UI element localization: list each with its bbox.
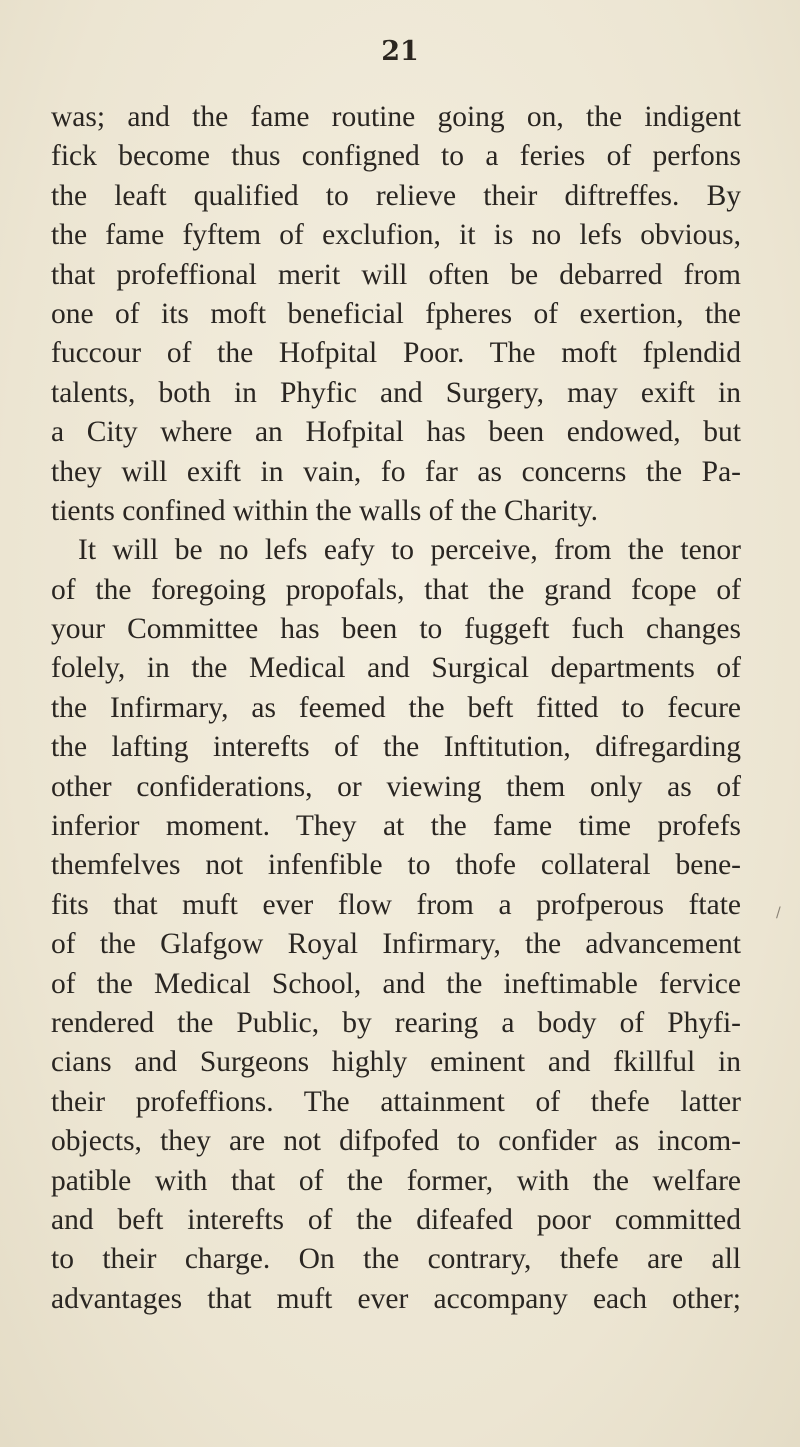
text-line: of the Medical School, and the ineftimable fervice <box>51 967 741 1000</box>
text-line: your Committee has been to fuggeft fuch changes <box>51 613 741 646</box>
text-line: they will exift in vain, fo far as concerns the Pa- <box>51 455 741 488</box>
text-line: of the Glafgow Royal Infirmary, the advancement <box>51 928 741 961</box>
text-line: their profeffions. The attainment of thefe latter <box>51 1085 741 1118</box>
margin-mark: / <box>776 905 781 921</box>
text-line: a City where an Hofpital has been endowed, but <box>51 416 741 449</box>
text-line: the lafting interefts of the Inftitution, difregarding <box>51 731 741 764</box>
text-line: the leaft qualified to relieve their diftreffes. By <box>51 179 741 212</box>
page-number: 21 <box>381 36 419 67</box>
text-line: It will be no lefs eafy to perceive, from the tenor <box>78 534 741 567</box>
text-line: inferior moment. They at the fame time profefs <box>51 810 741 843</box>
text-line: fits that muft ever flow from a profperous ftate <box>51 888 741 921</box>
paragraph <box>51 98 741 531</box>
text-line: to their charge. On the contrary, thefe are all <box>51 1243 741 1276</box>
text-line: that profeffional merit will often be debarred from <box>51 258 741 291</box>
text-line: tients confined within the walls of the Charity. <box>51 494 599 527</box>
text-line: and beft interefts of the difeafed poor committed <box>51 1203 741 1236</box>
text-line: cians and Surgeons highly eminent and fkillful in <box>51 1046 741 1079</box>
text-line: folely, in the Medical and Surgical departments of <box>51 652 741 685</box>
text-line: the Infirmary, as feemed the beft fitted to fecure <box>51 691 741 724</box>
text-line: rendered the Public, by rearing a body of Phyfi- <box>51 1006 741 1039</box>
text-line: was; and the fame routine going on, the indigent <box>51 101 741 133</box>
text-line: advantages that muft ever accompany each other; <box>51 1282 741 1315</box>
text-line: fick become thus configned to a feries of perfons <box>51 140 741 173</box>
text-line: the fame fyftem of exclufion, it is no lefs obvious, <box>51 219 741 252</box>
text-line: talents, both in Phyfic and Surgery, may exift in <box>51 376 741 409</box>
paragraph <box>51 531 741 1319</box>
text-line: fuccour of the Hofpital Poor. The moft fplendid <box>51 337 741 370</box>
text-line: objects, they are not difpofed to confider as incom- <box>51 1125 741 1158</box>
text-line: other confiderations, or viewing them only as of <box>51 770 741 803</box>
body-text <box>51 98 741 1319</box>
text-line: one of its moft beneficial fpheres of exertion, the <box>51 297 741 330</box>
text-line: themfelves not infenfible to thofe collateral bene- <box>51 849 741 882</box>
text-line: of the foregoing propofals, that the grand fcope of <box>51 573 741 606</box>
text-line: patible with that of the former, with the welfare <box>51 1164 741 1197</box>
